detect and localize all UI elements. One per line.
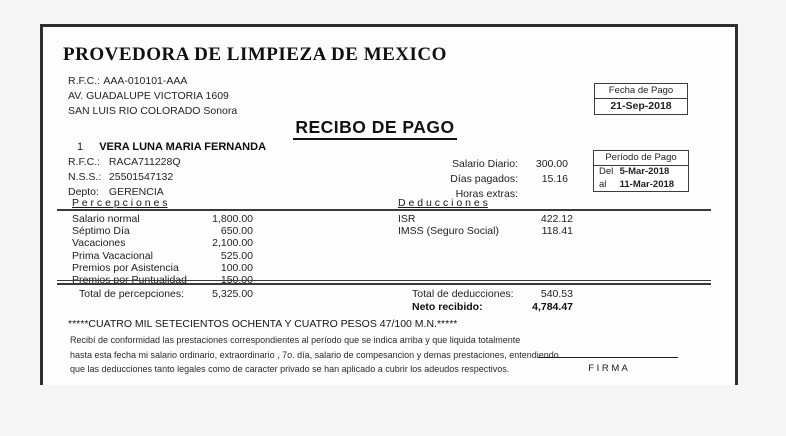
pay-period-to-row — [594, 179, 688, 192]
earning-row-label: Salario normal — [72, 213, 140, 225]
payment-date-box — [594, 83, 688, 115]
earning-row-amount: 525.00 — [220, 250, 253, 262]
deduction-row-label: IMSS (Seguro Social) — [398, 225, 499, 237]
earnings-total-value: 5,325.00 — [212, 288, 253, 300]
earning-row-amount: 100.00 — [220, 262, 253, 274]
pay-period-from-row — [594, 166, 688, 179]
earnings-total-label: Total de percepciones: — [79, 288, 185, 300]
legal-line-1: Recibí de conformidad las prestaciones correspondientes al período que se indica arriba y que liquida totalmente — [70, 335, 521, 345]
document-title: RECIBO DE PAGO — [255, 117, 495, 138]
earning-row-label: Prima Vacacional — [72, 250, 153, 262]
employee-rfc-value: RACA711228Q — [108, 156, 181, 168]
deduction-row-amount: 422.12 — [540, 213, 573, 225]
daily-salary-value: 300.00 — [535, 158, 568, 170]
deductions-header: D e d u c c i o n e s — [398, 197, 488, 209]
company-name: PROVEDORA DE LIMPIEZA DE MEXICO — [63, 44, 447, 65]
employee-nss-row — [68, 171, 173, 183]
header-divider-line — [57, 209, 711, 211]
days-paid-value: 15.16 — [541, 173, 568, 185]
earning-row-label: Premios por Puntualidad — [72, 274, 187, 286]
payment-date-value: 21-Sep-2018 — [610, 100, 672, 112]
employee-nss-value: 25501547132 — [108, 171, 174, 183]
signature-line — [538, 357, 678, 358]
signature-label: F I R M A — [588, 363, 628, 374]
employee-number: 1 — [77, 141, 84, 153]
employee-name-line — [77, 141, 266, 153]
pay-period-from-date: 5-Mar-2018 — [619, 166, 670, 177]
pay-period-to-date: 11-Mar-2018 — [619, 178, 675, 190]
employee-nss-label: N.S.S.: — [68, 171, 102, 183]
days-paid-label: Días pagados: — [450, 173, 518, 185]
net-received-value: 4,784.47 — [532, 301, 573, 313]
earning-row-label: Séptimo Día — [72, 225, 130, 237]
earning-row-amount: 650.00 — [220, 225, 253, 237]
earning-row-amount: 2,100.00 — [212, 237, 253, 249]
company-rfc-value: AAA-010101-AAA — [103, 75, 188, 87]
daily-salary-label: Salario Diario: — [452, 158, 518, 170]
company-rfc-label: R.F.C.: — [68, 75, 101, 87]
employee-name: VERA LUNA MARIA FERNANDA — [99, 141, 267, 153]
legal-line-3: que las deducciones tanto legales como de caracter privado se han aplicado a cubrir los adeudos respectivos. — [70, 364, 510, 374]
payment-date-title: Fecha de Pago — [595, 84, 687, 99]
deduction-row-amount: 118.41 — [541, 225, 573, 237]
earnings-header: P e r c e p c i o n e s — [72, 197, 168, 209]
net-received-label: Neto recibido: — [412, 301, 483, 313]
totals-divider-line — [57, 280, 711, 285]
deduction-row-label: ISR — [398, 213, 416, 225]
company-rfc-row — [68, 75, 187, 87]
earning-row-label: Premios por Asistencia — [72, 262, 179, 274]
earning-row-label: Vacaciones — [72, 237, 126, 249]
legal-text — [70, 333, 560, 377]
employee-rfc-label: R.F.C.: — [68, 156, 101, 168]
pay-period-to-label: al — [599, 178, 607, 190]
employee-dept-value: GERENCIA — [108, 186, 164, 198]
receipt-document — [40, 24, 738, 385]
company-address-line1: AV. GUADALUPE VICTORIA 1609 — [68, 90, 229, 102]
earning-row-amount: 1,800.00 — [212, 213, 253, 225]
overtime-label: Horas extras: — [455, 188, 518, 200]
deductions-total-value: 540.53 — [540, 288, 573, 300]
employee-rfc-row — [68, 156, 181, 168]
pay-period-from-label: Del — [599, 166, 614, 177]
pay-period-title: Período de Pago — [594, 151, 688, 166]
earning-row-amount: 150.00 — [220, 274, 253, 286]
employee-dept-label: Depto: — [68, 186, 99, 198]
pay-period-box — [593, 150, 689, 192]
company-address-line2: SAN LUIS RIO COLORADO Sonora — [68, 105, 238, 117]
amount-in-words: *****CUATRO MIL SETECIENTOS OCHENTA Y CUATRO PESOS 47/100 M.N.***** — [68, 318, 458, 330]
deductions-total-label: Total de deducciones: — [412, 288, 514, 300]
legal-line-2: hasta esta fecha mi salario ordinario, extraordinario , 7o. día, salario de compesancion y demas prestaciones, entendiendo — [70, 349, 559, 360]
